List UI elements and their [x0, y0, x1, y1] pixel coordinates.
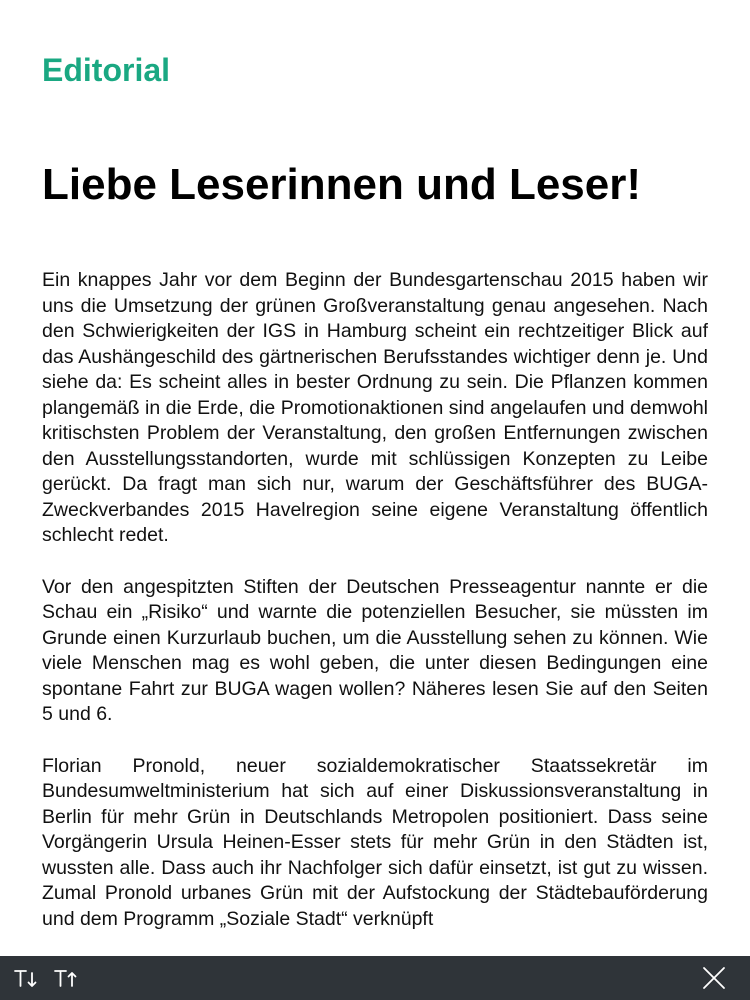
paragraph: Vor den angespitzten Stiften der Deutschen Presseagentur nannte er die Schau ein „Risiko“ und warnte die potenziellen Besucher, sie müssten im Grunde einen Kurzurlaub buchen, um die Ausstellung sehen zu können. Wie viele Menschen mag es wohl geben, die unter diesen Bedingungen eine spontane Fahrt zur BUGA wagen wollen? Näheres lesen Sie auf den Seiten 5 und 6.: [42, 575, 708, 725]
close-icon: [698, 962, 730, 994]
increase-font-size-button[interactable]: [50, 962, 82, 994]
paragraph: Ein knappes Jahr vor dem Beginn der Bundesgartenschau 2015 haben wir uns die Umsetzung der grünen Großveranstaltung genau angesehen. Nach den Schwierigkeiten der IGS in Hamburg scheint ein rechtzeitiger Blick auf das Aushängeschild des gärtnerischen Berufsstandes wichtiger denn je. Und siehe da: Es scheint alles in bester Ordnung zu sein. Die Pflanzen kommen plangemäß in die Erde, die Promotionaktionen sind angelaufen und demwohl kritischsten Problem der Veranstaltung, den großen Entfernungen zwischen den Ausstellungsstandorten, wurde mit schlüssigen Konzepten zu Leibe gerückt. Da fragt man sich nur, warum der Geschäftsführer des BUGA-Zweckverbandes 2015 Havelregion seine eigene Veranstaltung öffentlich schlecht redet.: [42, 269, 708, 546]
article: [42, 0, 708, 956]
text-size-increase-icon: [50, 962, 82, 994]
headline: Liebe Leserinnen und Leser!: [42, 160, 642, 209]
paragraph: Florian Pronold, neuer sozialdemokratischer Staatssekretär im Bundesumweltministerium hat sich auf einer Diskussionsveranstaltung in Berlin für mehr Grün in Deutschlands Metropolen positioniert. Dass seine Vorgängerin Ursula Heinen-Esser stets für mehr Grün in den Städten ist, wussten alle. Dass auch ihr Nachfolger sich dafür einsetzt, ist gut zu wissen. Zumal Pronold urbanes Grün mit der Aufstockung der Städtebauförderung und dem Programm „Soziale Stadt“ verknüpft: [42, 754, 708, 930]
text-size-decrease-icon: [10, 962, 42, 994]
close-button[interactable]: [698, 962, 730, 994]
article-body: [42, 268, 708, 956]
section-label: Editorial: [42, 52, 171, 88]
decrease-font-size-button[interactable]: [10, 962, 42, 994]
reader-toolbar: [0, 956, 750, 1000]
